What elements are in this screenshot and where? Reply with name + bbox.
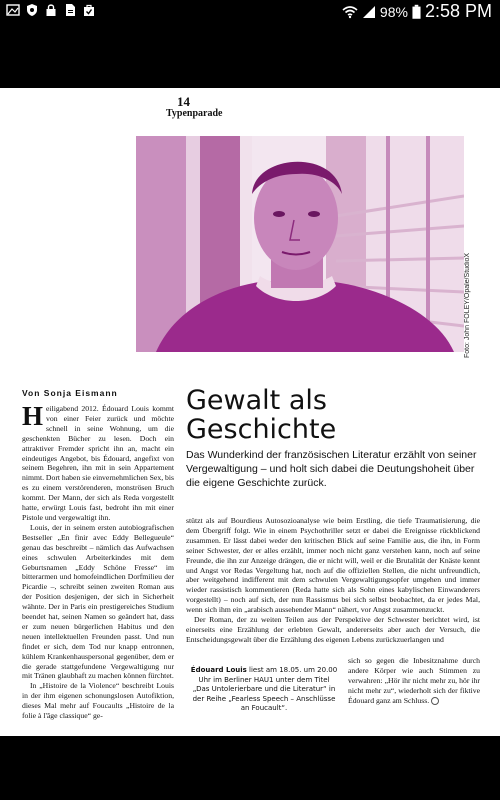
event-text: liest am 18.05. um 20.00 Uhr im Berliner HAU1 unter dem Titel „Das Untolerierbare und die Literatur“ in der Reihe „Fearless Speech – Anschlüsse an Foucault“.	[192, 666, 338, 712]
headline-line: Geschichte	[186, 414, 337, 445]
lock-icon	[44, 3, 58, 17]
status-bar	[0, 0, 500, 22]
battery-icon	[412, 4, 421, 20]
article-ending	[348, 656, 480, 726]
page-number: 14	[177, 94, 190, 109]
event-name: Édouard Louis	[190, 666, 247, 674]
image-icon	[6, 3, 20, 17]
paragraph: sich so gegen die Inbesitznahme durch andere Körper wie auch Stimmen zu verwahren: „Hör ihr nicht mehr zu, hör ihr nicht mehr zu“, wiederholt sich der fiktive Édouard ganz am Schluss.	[348, 656, 480, 705]
article-column-1	[22, 404, 174, 730]
file-icon	[63, 3, 77, 17]
magazine-page	[0, 88, 500, 736]
shield-icon	[25, 3, 39, 17]
paragraph: Louis, der in seinem ersten autobiografischen Bestseller „En finir avec Eddy Bellegueule“ genau das beschreibt – nämlich das Aufwachsen eines schwulen Arbeiterkindes mit dem Geburtsnamen „Eddy Schöne Fresse“ im bitterarmen und homofeindlichen Dorfmilieu der Picardie –, schreibt seinen zweiten Roman aus der Position desjenigen, der sich in Sicherheit wähnte. Der in Paris ein prestigereiches Studium beendet hat, seinen Namen so geändert hat, dass er zum neuen bürgerlichen Habitus und den neuen intellektuellen Freunden passt. Und nun findet er sich, dem Tod nur knapp entronnen, kühlem Krankenhauspersonal gegenüber, dem er die gerade stattgefundene Vergewaltigung nur mit Tränen glaubhaft zu machen können fürchtet.	[22, 522, 174, 681]
paragraph: In „Histoire de la Violence“ beschreibt Louis in der ihm eigenen schonungslosen Autofiktion, dieses Mal mehr auf Foucaults „Histoire de la folie à l'âge classique“ ge-	[22, 681, 174, 721]
portrait-photo	[136, 136, 464, 352]
section-title: Typenparade	[166, 108, 223, 119]
signal-icon	[362, 5, 376, 19]
wifi-icon	[342, 5, 358, 19]
end-mark-icon	[431, 697, 439, 705]
event-info	[190, 666, 338, 714]
drop-cap: H	[22, 404, 44, 431]
photo-credit: Foto: John FOLEY/Opale/StudioX	[464, 252, 471, 358]
byline: Von Sonja Eismann	[22, 388, 118, 398]
paragraph: eiligabend 2012. Édouard Louis kommt von einer Feier zurück und möchte schnell in seine Wohnung, um die geschenkten Bücher zu lesen. Doch ein attraktiver Fremder spricht ihn an, macht ein eindeutiges Angebot, bis Édouard, angefixt von seinem Begehren, ihn mit in sein Appartement nimmt. Dort haben sie einvernehmlichen Sex, bis es zu einem verstörenderen, monströsen Bruch kommt. Der Mann, der sich als Reda vorgestellt hatte, erwürgt Louis fast, bedroht ihn mit einer Pistole und vergewaltigt ihn.	[22, 404, 174, 522]
paragraph: stützt als auf Bourdieus Autosozioanalyse wie beim Erstling, die tiefe Traumatisierung, die dem Übergriff folgt. Wie in einem Psychothriller setzt er dabei die Ereignisse rückblickend zusammen. Er lässt dabei weder den kritischen Blick auf seine Familie aus, die ihn, in Form seiner Schwester, der er alles erzählt, immer noch nicht ganz verstehen kann, noch auf seine Freunde, die ihn zur Anzeige drängen, die er nicht will, weil er die Brutalität der Knäste kennt und Angst vor Redas Vergeltung hat, noch auf die offiziellen Stellen, die nicht unfreundlich, aber weitgehend indifferent mit dem schwulen Vergewaltigungsopfer umgehen und immer wieder rassistisch kommentieren (Reda hatte sich als Sohn eines kabylischen Einwanderers vorgestellt) – noch auf sich, der nun Rassismus bei sich selbst beobachtet, da er jedes Mal, wenn sich ihm ein „arabisch aussehender Mann“ nähert, vor Angst zusammenzuckt.	[186, 516, 480, 615]
paragraph: Der Roman, der zu weiten Teilen aus der Perspektive der Schwester berichtet wird, ist einerseits eine Erzählung der erlebten Gewalt, andererseits aber auch der Versuch, die Entscheidungsgewalt über die Erzählung des eigenen Lebens zurückzuerlangen und	[186, 615, 480, 644]
standfirst: Das Wunderkind der französischen Literatur erzählt von seiner Vergewaltigung – und holt sich dabei die Deutungshoheit über die eigene Geschichte zurück.	[186, 449, 477, 489]
battery-percent: 98%	[379, 3, 408, 20]
clock: 2:58 PM	[424, 1, 492, 21]
headline	[186, 386, 476, 444]
bag-check-icon	[82, 3, 96, 17]
headline-line: Gewalt als	[186, 385, 327, 416]
